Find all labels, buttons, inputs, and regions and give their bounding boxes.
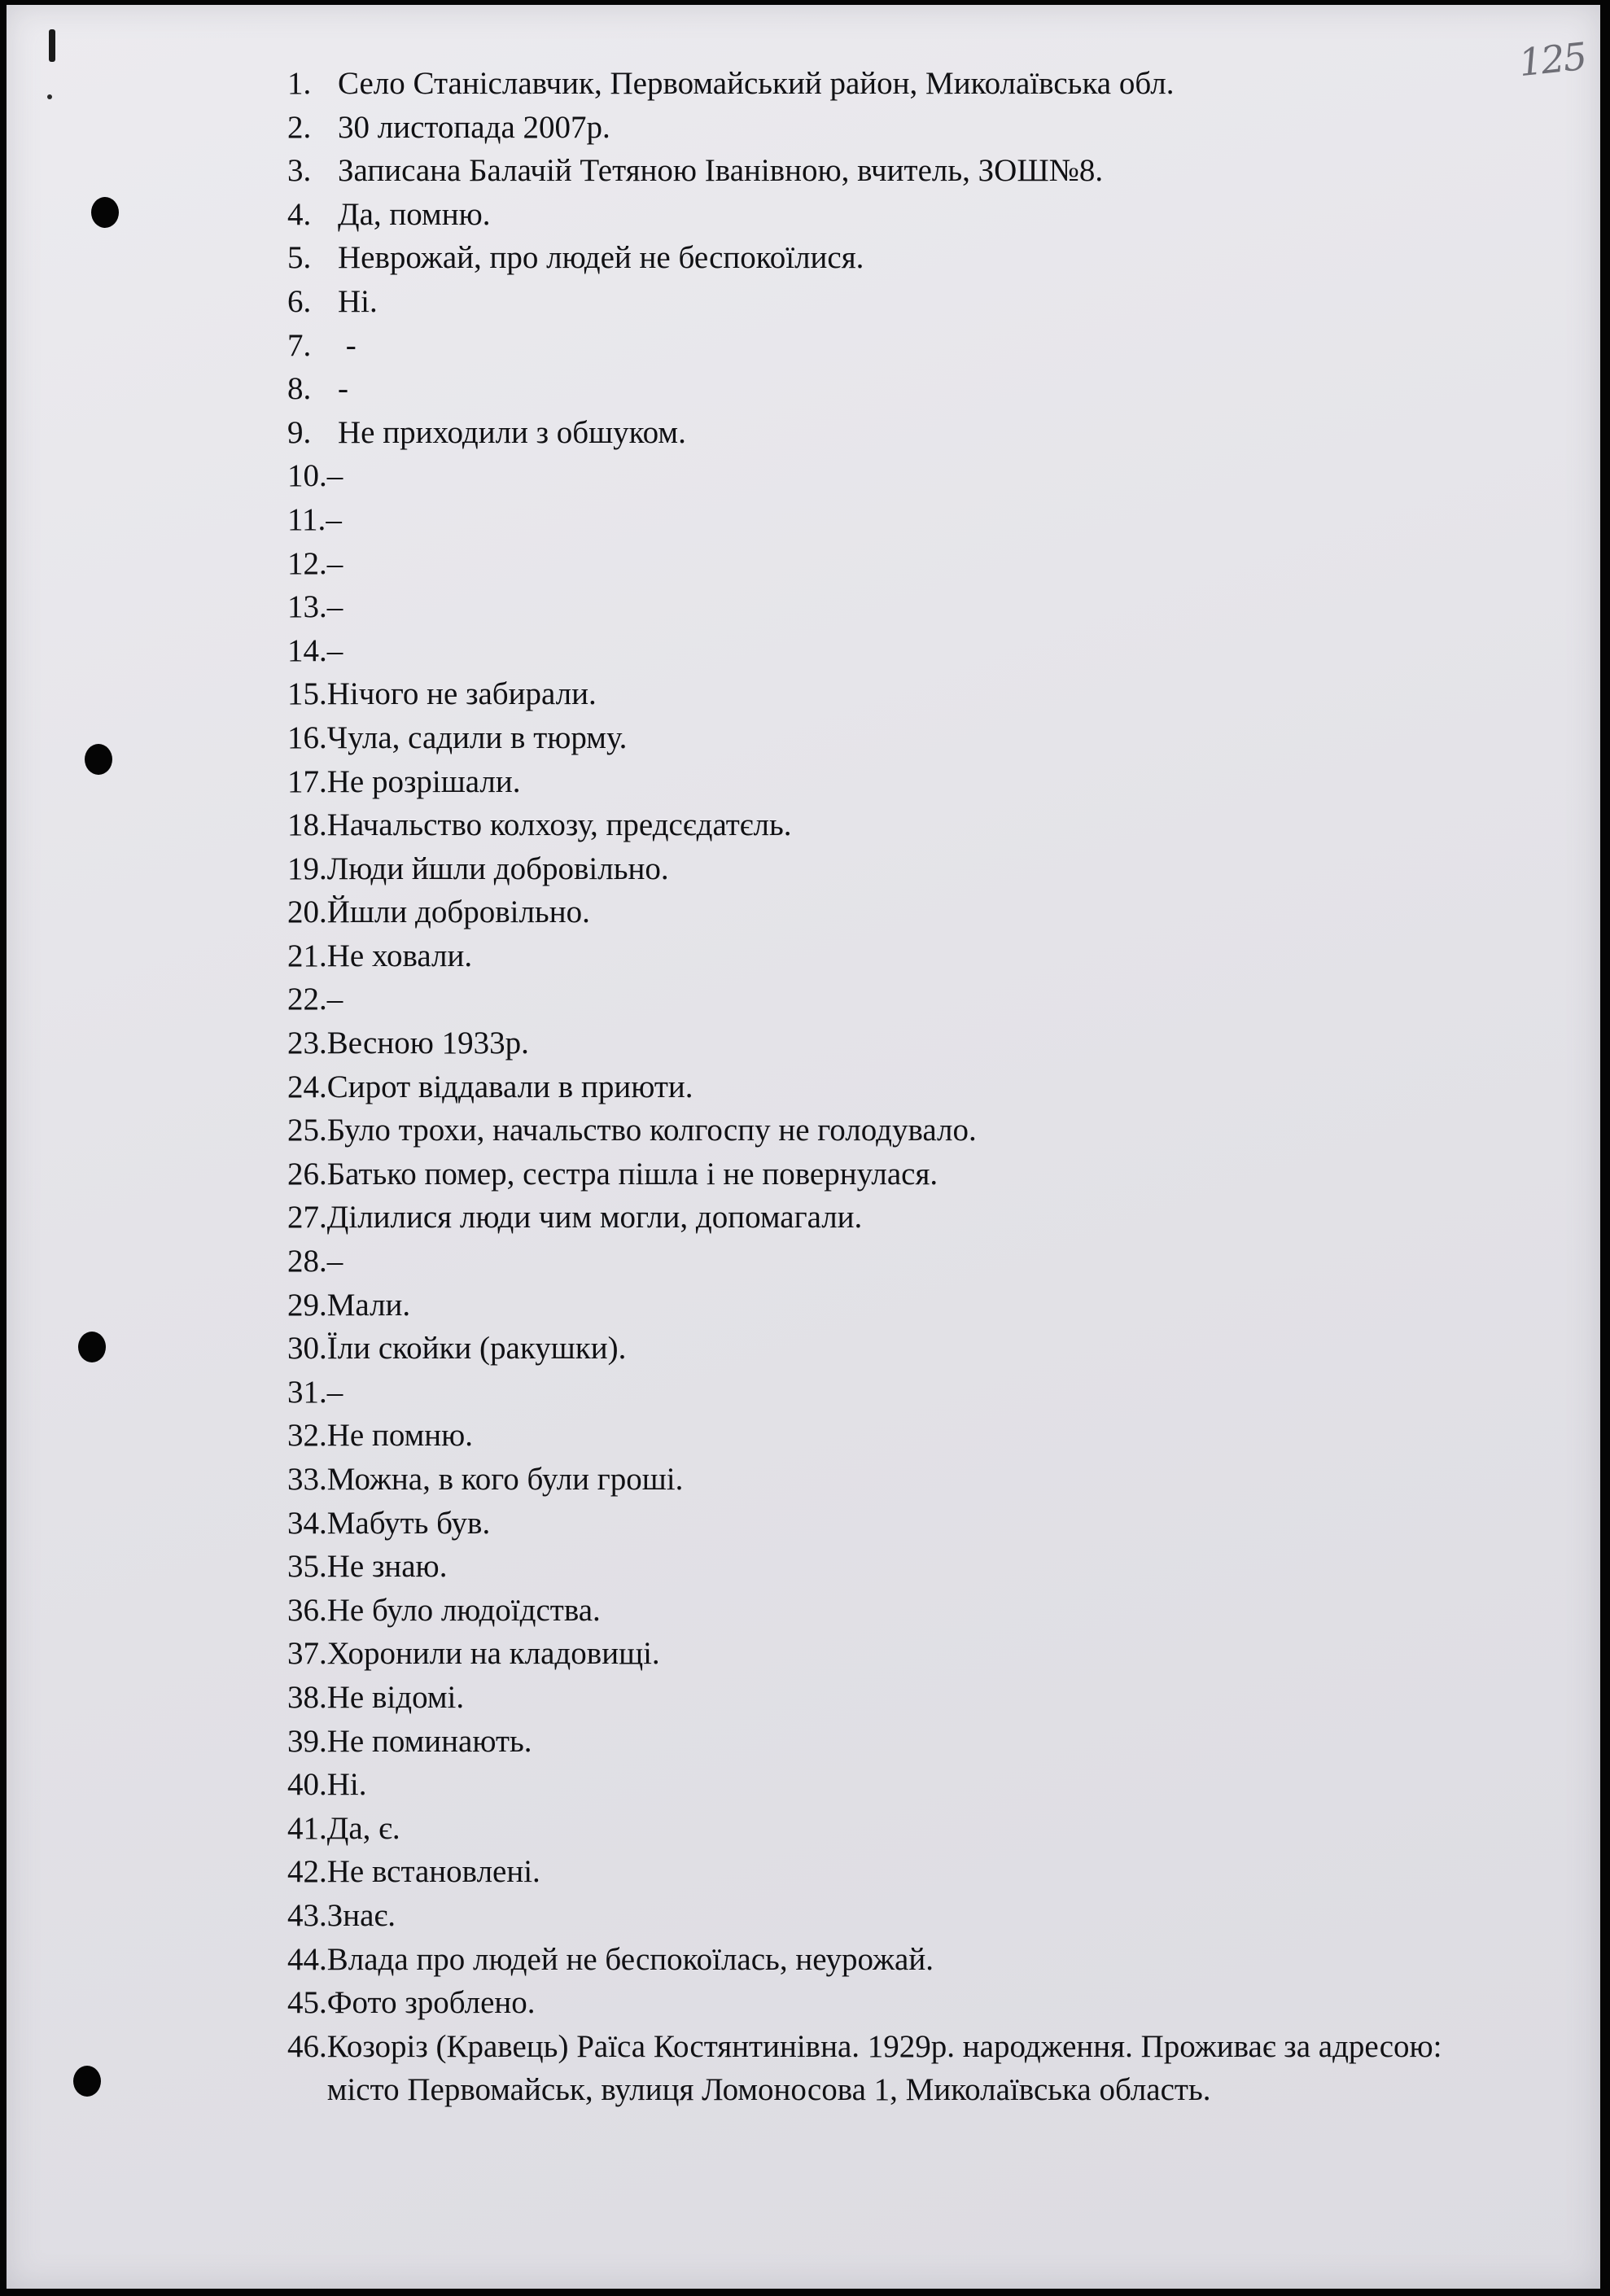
item-text: Не розрішали. [326, 763, 521, 799]
item-number: 32. [287, 1418, 327, 1454]
item-text: Не було людоїдства. [326, 1592, 601, 1628]
answer-item [287, 977, 1492, 1021]
item-text: Йшли добровільно. [326, 894, 590, 930]
item-text: Їли скойки (ракушки). [326, 1331, 627, 1367]
answer-item [287, 1981, 1492, 2025]
item-number: 39. [287, 1723, 327, 1759]
item-number: 41. [287, 1810, 327, 1846]
item-number: 44. [287, 1941, 327, 1977]
item-number: 9. [287, 414, 312, 450]
item-number: 21. [287, 938, 327, 973]
punch-hole [73, 2066, 101, 2097]
item-text: Да, помню. [338, 196, 491, 232]
punch-hole [78, 1332, 106, 1362]
item-text: Не ховали. [326, 938, 473, 973]
answer-item [287, 280, 1492, 324]
ink-dot [47, 94, 52, 99]
answer-list [287, 62, 1492, 2112]
item-number: 25. [287, 1113, 327, 1148]
answer-item [287, 803, 1492, 847]
item-number: 22. [287, 982, 327, 1017]
answer-item [287, 324, 1492, 368]
item-text: – [326, 458, 343, 494]
item-number: 4. [287, 196, 312, 232]
item-number: 10. [287, 458, 327, 494]
item-text: - [338, 371, 348, 407]
item-text: – [326, 589, 343, 625]
answer-item [287, 106, 1492, 150]
answer-item [287, 760, 1492, 804]
item-number: 12. [287, 545, 327, 581]
answer-item [287, 672, 1492, 716]
answer-item [287, 149, 1492, 193]
item-number: 37. [287, 1636, 327, 1672]
punch-hole [91, 197, 119, 228]
item-text: Не відомі. [326, 1679, 465, 1715]
item-number: 6. [287, 283, 312, 319]
answer-item [287, 1109, 1492, 1152]
answer-item [287, 1021, 1492, 1065]
answer-item [287, 1284, 1492, 1327]
item-text: Начальство колхозу, предсєдатєль. [326, 807, 792, 843]
item-number: 2. [287, 109, 312, 145]
item-number: 28. [287, 1244, 327, 1279]
answer-item [287, 1327, 1492, 1371]
ink-mark [49, 29, 55, 62]
item-number: 46. [287, 2028, 327, 2064]
answer-item [287, 1938, 1492, 1982]
item-number: 35. [287, 1549, 327, 1585]
item-number: 43. [287, 1897, 327, 1933]
item-text: Не поминають. [326, 1723, 532, 1759]
item-text: Ні. [338, 283, 378, 319]
item-text: Сирот віддавали в приюти. [326, 1069, 693, 1104]
answer-item [287, 411, 1492, 455]
item-number: 19. [287, 851, 327, 886]
item-text: 30 листопада 2007р. [338, 109, 610, 145]
answer-item [287, 1676, 1492, 1720]
item-text: – [326, 545, 343, 581]
item-number: 33. [287, 1462, 327, 1497]
item-number: 23. [287, 1026, 327, 1061]
item-text: Не приходили з обшуком. [338, 414, 686, 450]
answer-item [287, 1720, 1492, 1764]
item-text: Не помню. [326, 1418, 474, 1454]
answer-item [287, 1414, 1492, 1458]
item-text: Люди йшли добровільно. [326, 851, 669, 886]
answer-item [287, 1763, 1492, 1807]
item-number: 11. [287, 501, 326, 537]
item-text: Село Станіславчик, Первомайський район, Миколаївська обл. [338, 66, 1175, 101]
item-number: 16. [287, 719, 327, 755]
item-number: 40. [287, 1767, 327, 1803]
answer-item [287, 1502, 1492, 1546]
item-number: 13. [287, 589, 327, 625]
item-text: – [326, 982, 343, 1017]
answer-item [287, 236, 1492, 280]
item-text: Да, є. [326, 1810, 400, 1846]
item-number: 5. [287, 240, 312, 276]
answer-item [287, 1371, 1492, 1415]
item-number: 30. [287, 1331, 327, 1367]
answer-item [287, 1196, 1492, 1240]
paper-sheet [7, 5, 1600, 2289]
answer-item [287, 1850, 1492, 1894]
item-text: Не знаю. [326, 1549, 448, 1585]
item-number: 45. [287, 1985, 327, 2021]
answer-item [287, 1240, 1492, 1284]
item-number: 3. [287, 153, 312, 189]
item-text: Фото зроблено. [326, 1985, 536, 2021]
answer-item [287, 2025, 1492, 2112]
item-text: Чула, садили в тюрму. [326, 719, 628, 755]
item-text: Ділилися люди чим могли, допомагали. [326, 1200, 863, 1235]
answer-item [287, 890, 1492, 934]
answer-item [287, 62, 1492, 106]
answer-item [287, 542, 1492, 586]
item-number: 29. [287, 1287, 327, 1323]
item-number: 8. [287, 371, 312, 407]
item-number: 15. [287, 676, 327, 712]
item-text: Не встановлені. [326, 1854, 540, 1890]
answer-item [287, 847, 1492, 891]
item-text: – [326, 1374, 343, 1410]
item-number: 38. [287, 1679, 327, 1715]
item-number: 26. [287, 1156, 327, 1192]
answer-item [287, 1545, 1492, 1589]
item-text: Батько помер, сестра пішла і не повернулася. [326, 1156, 938, 1192]
item-text: Хоронили на кладовищі. [326, 1636, 660, 1672]
answer-item [287, 1807, 1492, 1851]
answer-item [287, 934, 1492, 978]
item-number: 1. [287, 66, 312, 101]
answer-item [287, 1065, 1492, 1109]
item-text: Ні. [326, 1767, 367, 1803]
item-number: 18. [287, 807, 327, 843]
item-text: Козоріз (Кравець) Раїса Костянтинівна. 1929р. народження. Проживає за адресою: місто Первомайськ, вулиця Ломоносова 1, Миколаївська область. [326, 2028, 1450, 2108]
answer-item [287, 1589, 1492, 1633]
item-text: - [338, 327, 357, 363]
item-number: 20. [287, 894, 327, 930]
item-number: 14. [287, 632, 327, 668]
item-text: Мали. [326, 1287, 411, 1323]
item-number: 31. [287, 1374, 327, 1410]
answer-item [287, 367, 1492, 411]
answer-item [287, 585, 1492, 629]
item-number: 24. [287, 1069, 327, 1104]
item-text: Знає. [326, 1897, 396, 1933]
answer-item [287, 1458, 1492, 1502]
answer-item [287, 193, 1492, 237]
answer-item [287, 716, 1492, 760]
answer-item [287, 1152, 1492, 1196]
item-text: Було трохи, начальство колгоспу не голодувало. [326, 1113, 977, 1148]
item-text: Записана Балачій Тетяною Іванівною, вчитель, ЗОШ№8. [338, 153, 1104, 189]
folio-number: 125 [1516, 33, 1588, 85]
item-text: Нічого не забирали. [326, 676, 597, 712]
item-number: 42. [287, 1854, 327, 1890]
answer-item [287, 629, 1492, 673]
item-number: 27. [287, 1200, 327, 1235]
item-text: Можна, в кого були гроші. [326, 1462, 684, 1497]
item-text: Мабуть був. [326, 1505, 491, 1541]
item-text: – [326, 501, 342, 537]
answer-item [287, 1894, 1492, 1938]
answer-item [287, 1632, 1492, 1676]
item-text: Неврожай, про людей не беспокоїлися. [338, 240, 864, 276]
item-text: Влада про людей не беспокоїлась, неурожай. [326, 1941, 934, 1977]
item-number: 36. [287, 1592, 327, 1628]
punch-hole [85, 744, 112, 775]
answer-item [287, 498, 1492, 542]
item-number: 7. [287, 327, 312, 363]
item-number: 34. [287, 1505, 327, 1541]
answer-item [287, 454, 1492, 498]
item-text: – [326, 632, 343, 668]
item-text: – [326, 1244, 343, 1279]
item-text: Весною 1933р. [326, 1026, 529, 1061]
item-number: 17. [287, 763, 327, 799]
